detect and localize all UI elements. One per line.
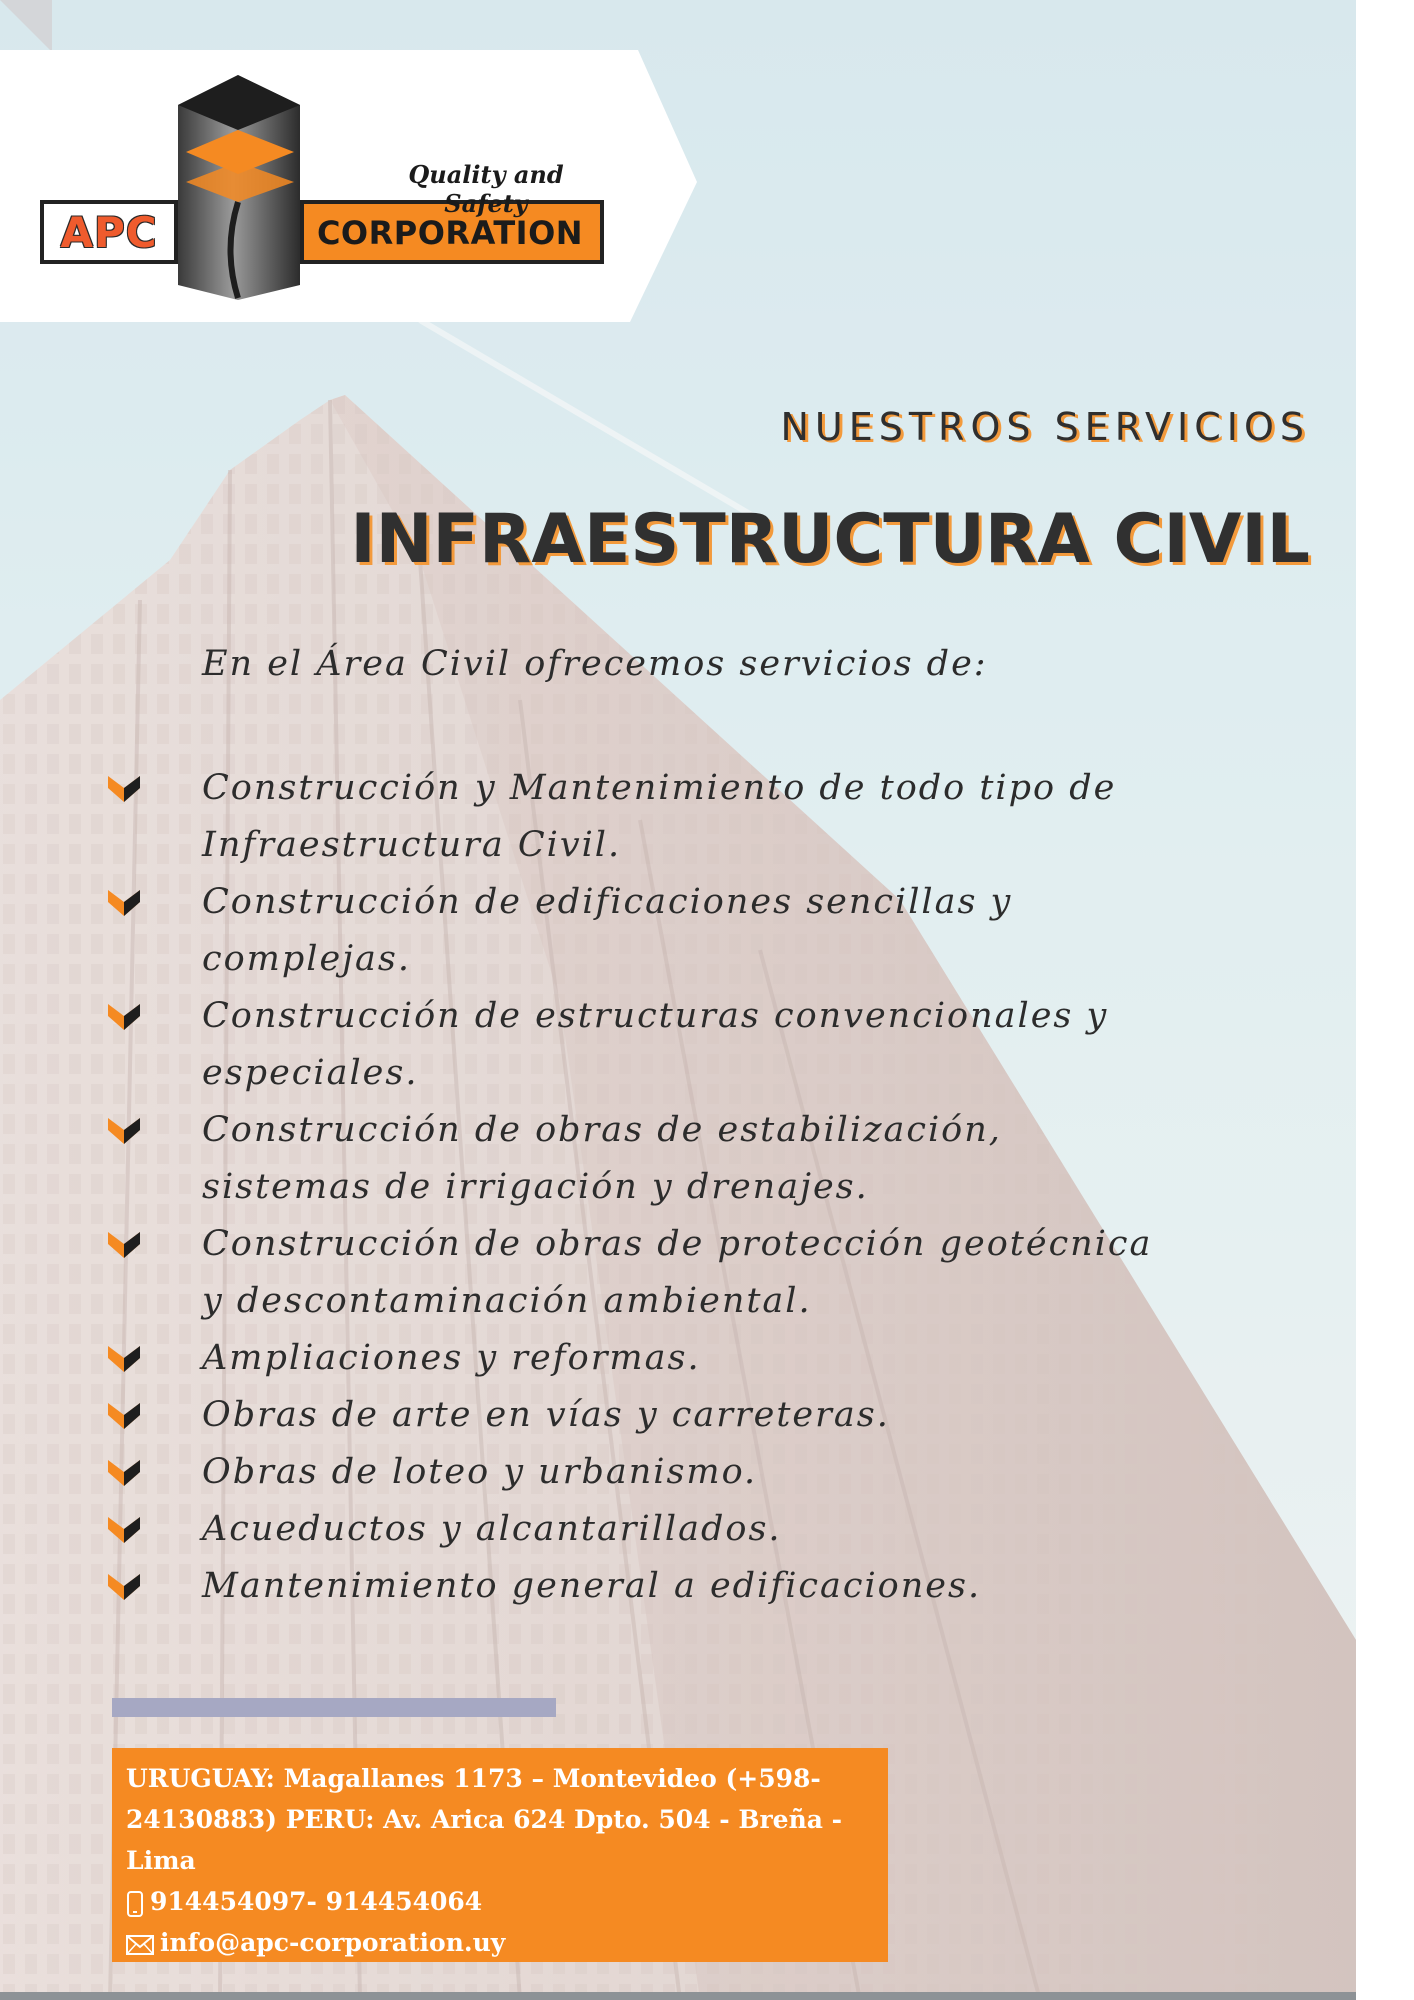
service-line: y descontaminación ambiental. <box>202 1281 812 1321</box>
service-text <box>202 988 1222 1102</box>
service-line: Construcción de estructuras convencionales y <box>202 996 1109 1036</box>
service-text <box>202 1501 1222 1558</box>
service-line: Construcción de edificaciones sencillas y <box>202 882 1013 922</box>
service-line: Obras de loteo y urbanismo. <box>202 1452 758 1492</box>
service-line: especiales. <box>202 1053 419 1093</box>
address-line: 24130883) PERU: Av. Arica 624 Dpto. 504 - Breña - <box>126 1805 843 1834</box>
email-row <box>126 1922 874 1963</box>
service-text <box>202 1444 1222 1501</box>
chevron-check-icon <box>104 768 144 808</box>
contact-box <box>112 1748 888 1962</box>
service-text <box>202 1558 1222 1615</box>
chevron-check-icon <box>104 1224 144 1264</box>
chevron-check-icon <box>104 996 144 1036</box>
chevron-check-icon <box>104 1566 144 1606</box>
phone-number[interactable]: 914454097- 914454064 <box>150 1887 483 1916</box>
envelope-icon <box>126 1935 154 1955</box>
chevron-check-icon <box>104 1338 144 1378</box>
service-line: Construcción de obras de estabilización, <box>202 1110 1002 1150</box>
service-line: Mantenimiento general a edificaciones. <box>202 1566 982 1606</box>
service-text <box>202 1216 1222 1330</box>
logo-apc-text: APC <box>60 208 158 257</box>
chevron-check-icon <box>104 882 144 922</box>
chevron-check-icon <box>104 1395 144 1435</box>
section-kicker: NUESTROS SERVICIOS <box>780 405 1310 449</box>
address-line: URUGUAY: Magallanes 1173 – Montevideo (+598- <box>126 1764 821 1793</box>
service-text <box>202 1387 1222 1444</box>
chevron-check-icon <box>104 1110 144 1150</box>
logo-tagline: Quality and Safety <box>408 160 564 218</box>
service-line: Infraestructura Civil. <box>202 825 622 865</box>
service-line: Ampliaciones y reformas. <box>202 1338 701 1378</box>
service-text <box>202 760 1222 874</box>
email-link[interactable]: info@apc-corporation.uy <box>160 1928 506 1957</box>
divider-bar <box>112 1698 556 1717</box>
service-line: Construcción de obras de protección geotécnica <box>202 1224 1153 1264</box>
service-line: complejas. <box>202 939 411 979</box>
page-margin <box>1356 0 1414 2000</box>
chevron-check-icon <box>104 1509 144 1549</box>
mobile-phone-icon <box>126 1891 144 1917</box>
service-line: sistemas de irrigación y drenajes. <box>202 1167 869 1207</box>
service-text <box>202 1330 1222 1387</box>
page-title: INFRAESTRUCTURA CIVIL <box>350 500 1310 579</box>
service-line: Construcción y Mantenimiento de todo tipo de <box>202 768 1117 808</box>
phone-row <box>126 1881 874 1922</box>
service-text <box>202 874 1222 988</box>
address-line: Lima <box>126 1846 196 1875</box>
service-line: Acueductos y alcantarillados. <box>202 1509 782 1549</box>
service-text <box>202 1102 1222 1216</box>
chevron-check-icon <box>104 1452 144 1492</box>
bottom-rule <box>0 1992 1356 2000</box>
intro-text: En el Área Civil ofrecemos servicios de: <box>202 644 988 684</box>
logo-corporation-text: CORPORATION <box>316 214 584 252</box>
service-line: Obras de arte en vías y carreteras. <box>202 1395 890 1435</box>
